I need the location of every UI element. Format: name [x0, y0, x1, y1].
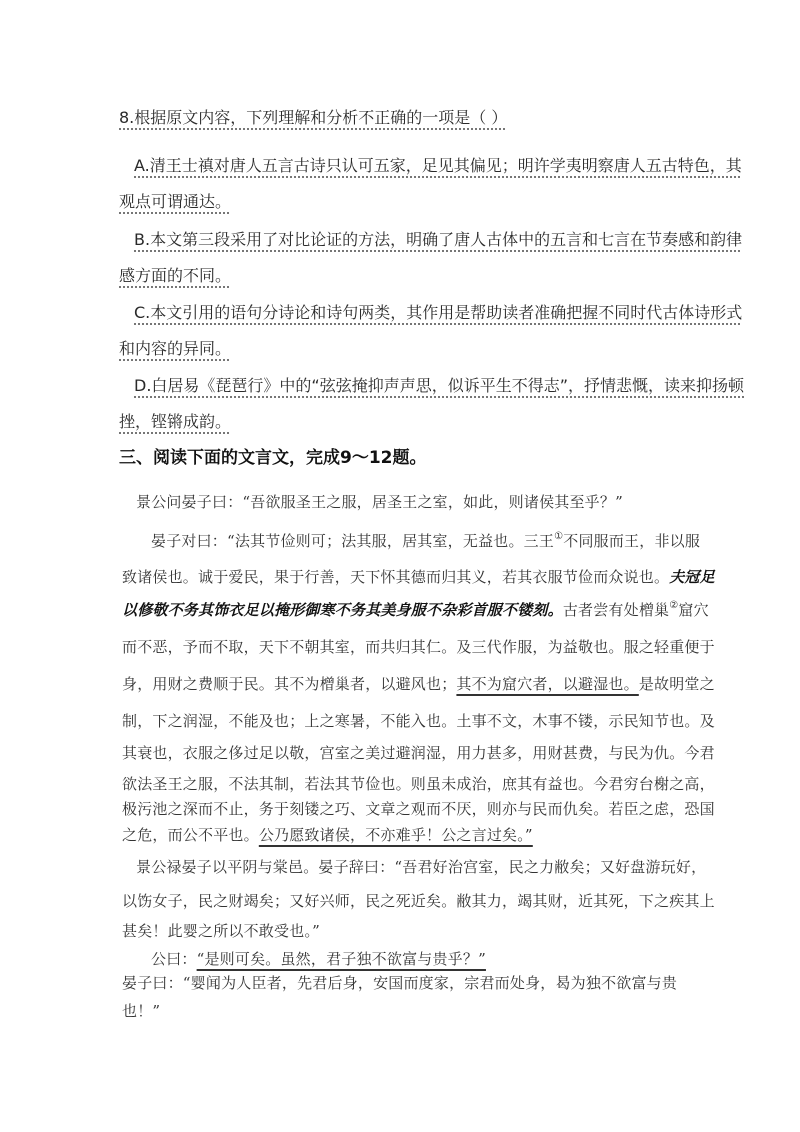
section-3-heading: 三、阅读下面的文言文，完成9～12题。	[119, 448, 427, 468]
underlined-sentence-1: 其不为窟穴者，以避湿也。	[456, 675, 639, 693]
highlighted-sentence: 夫冠足	[669, 568, 715, 586]
passage-p4: 公曰：“是则可矣。虽然，君子独不欲富与贵乎？”	[151, 950, 486, 968]
option-d-line-1: D.白居易《琵琶行》中的“弦弦掩抑声声思，似诉平生不得志”，抒情悲慨，读来抑扬顿	[134, 376, 744, 395]
footnote-2: ②	[669, 600, 679, 611]
option-a-line-1: A.清王士禛对唐人五言古诗只认可五家，足见其偏见；明许学夷明察唐人五古特色，其	[134, 156, 742, 175]
passage-p5-line-2: 也！”	[122, 1002, 161, 1020]
passage-p2-line-5: 身，用财之费顺于民。其不为橧巢者，以避风也；其不为窟穴者，以避湿也。是故明堂之	[122, 675, 715, 693]
question-8-stem	[119, 110, 507, 126]
option-a-line-2: 观点可谓通达。	[119, 192, 232, 211]
passage-p2-line-8: 欲法圣王之服，不法其制，若法其节俭也。则虽未成治，庶其有益也。今君穷台榭之高，	[122, 775, 715, 793]
passage-p2-line-2: 致诸侯也。诚于爱民，果于行善，天下怀其德而归其义，若其衣服节俭而众说也。夫冠足	[122, 568, 715, 586]
passage-p3-line-3: 甚矣！此婴之所以不敢受也。”	[122, 922, 320, 940]
footnote-1: ①	[554, 531, 564, 542]
passage-p2-line-9: 极污池之深而不止，务于刻镂之巧、文章之观而不厌，则亦与民而仇矣。若臣之虑，恐国	[122, 800, 715, 818]
passage-p2-line-3: 以修敬不务其饰衣足以掩形御寒不务其美身服不杂彩首服不镂刻。古者尝有处橧巢②窟穴	[122, 600, 709, 619]
passage-p2-line-6: 制，下之润湿，不能及也；上之寒暑，不能入也。土事不文，木事不镂，示民知节也。及	[122, 712, 715, 730]
question-stem-text: 8.根据原文内容，下列理解和分析不正确的一项是（ ）	[119, 108, 508, 127]
underlined-sentence-2: 公乃愿致诸侯，不亦难乎！公之言过矣。”	[258, 826, 533, 844]
passage-p3-line-1: 景公禄晏子以平阴与棠邑。晏子辞曰：“吾君好治宫室，民之力敝矣；又好盘游玩好，	[136, 858, 707, 876]
option-c-line-2: 和内容的异同。	[119, 339, 232, 358]
passage-p1: 景公问晏子曰：“吾欲服圣王之服，居圣王之室，如此，则诸侯其至乎？”	[136, 493, 623, 511]
passage-p3-line-2: 以饬女子，民之财竭矣；又好兴师，民之死近矣。敝其力，竭其财，近其死，下之疾其上	[122, 892, 715, 910]
passage-p5-line-1: 晏子曰：“婴闻为人臣者，先君后身，安国而度家，宗君而处身，曷为独不欲富与贵	[122, 974, 678, 992]
option-b-line-2: 感方面的不同。	[119, 266, 232, 285]
passage-p2-line-1: 晏子对曰：“法其节俭则可；法其服，居其室，无益也。三王①不同服而王，非以服	[151, 531, 701, 550]
passage-p2-line-4: 而不恶，予而不取，天下不朝其室，而共归其仁。及三代作服，为益敬也。服之轻重便于	[122, 638, 715, 656]
passage-p2-line-7: 其衰也，衣服之侈过足以敬，宫室之美过避润湿，用力甚多，用财甚费，与民为仇。今君	[122, 744, 715, 762]
highlighted-sentence-cont: 以修敬不务其饰衣足以掩形御寒不务其美身服不杂彩首服不镂刻。	[122, 601, 563, 619]
underlined-sentence-3: “是则可矣。虽然，君子独不欲富与贵乎？”	[196, 950, 486, 968]
passage-p2-line-10: 之危，而公不平也。公乃愿致诸侯，不亦难乎！公之言过矣。”	[122, 826, 533, 844]
option-b-line-1: B.本文第三段采用了对比论证的方法，明确了唐人古体中的五言和七言在节奏感和韵律	[134, 230, 743, 249]
option-c-line-1: C.本文引用的语句分诗论和诗句两类，其作用是帮助读者准确把握不同时代古体诗形式	[134, 303, 743, 322]
option-d-line-2: 挫，铿锵成韵。	[119, 412, 232, 431]
